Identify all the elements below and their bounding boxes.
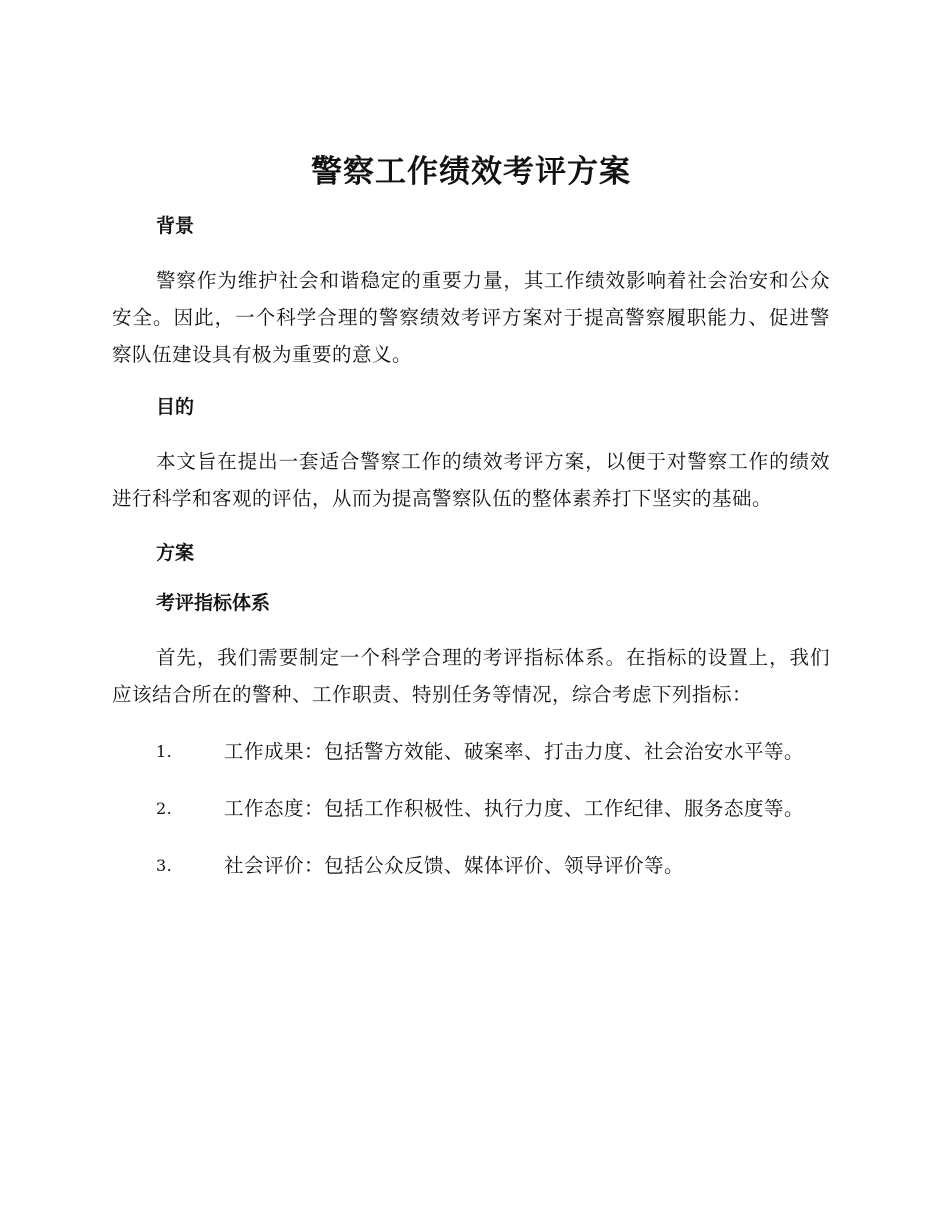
section-heading-purpose: 目的 [156, 396, 195, 418]
list-item-number: 3. [156, 856, 173, 875]
background-paragraph: 警察作为维护社会和谐稳定的重要力量，其工作绩效影响着社会治安和公众安全。因此，一个科学合理的警察绩效考评方案对于提高警察履职能力、促进警察队伍建设具有极为重要的意义。 [112, 269, 830, 366]
list-item [112, 790, 830, 827]
section-heading-index-system: 考评指标体系 [156, 592, 271, 614]
list-item [112, 847, 830, 884]
index-paragraph: 首先，我们需要制定一个科学合理的考评指标体系。在指标的设置上，我们应该结合所在的警种、工作职责、特别任务等情况，综合考虑下列指标： [112, 646, 830, 706]
purpose-paragraph: 本文旨在提出一套适合警察工作的绩效考评方案，以便于对警察工作的绩效进行科学和客观的评估，从而为提高警察队伍的整体素养打下坚实的基础。 [112, 450, 830, 510]
list-item-number: 1. [156, 742, 173, 761]
document-page [112, 148, 830, 884]
list-item-text: 社会评价：包括公众反馈、媒体评价、领导评价等。 [224, 854, 685, 877]
list-item-text: 工作成果：包括警方效能、破案率、打击力度、社会治安水平等。 [224, 740, 805, 763]
section-heading-background: 背景 [156, 215, 195, 237]
list-item-number: 2. [156, 799, 173, 818]
section-heading-plan: 方案 [156, 542, 195, 564]
document-title: 警察工作绩效考评方案 [311, 154, 631, 190]
list-item [112, 733, 830, 770]
list-item-text: 工作态度：包括工作积极性、执行力度、工作纪律、服务态度等。 [224, 797, 805, 820]
